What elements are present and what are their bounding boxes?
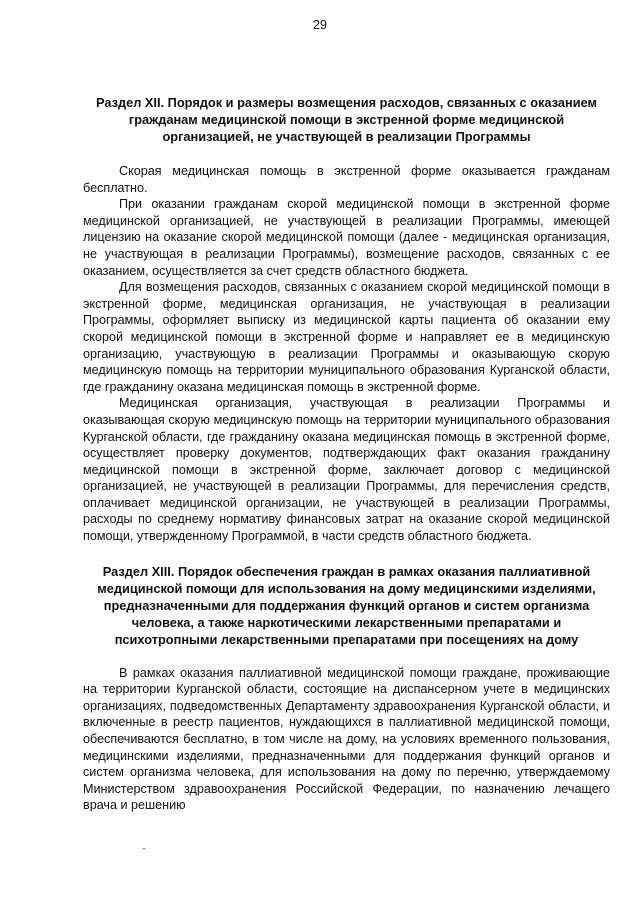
section-12-paragraph: При оказании гражданам скорой медицинской помощи в экстренной форме медицинской организацией, не участвующей в реализации Программы, имеющей лицензию на оказание скорой медицинской помощи (далее - медицинская организация, не участвующая в реализации Программы), возмещение расходов, связанных с ее оказанием, осуществляется за счет средств областного бюджета. xyxy=(83,197,610,278)
section-12-heading: Раздел XII. Порядок и размеры возмещения расходов, связанных с оказанием гражданам медицинской помощи в экстренной форме медицинской организацией, не участвующей в реализации Программы xyxy=(95,95,598,144)
section-13-heading: Раздел XIII. Порядок обеспечения граждан в рамках оказания паллиативной медицинской помощи для использования на дому медицинскими изделиями, предназначенными для поддержания функций органов и систем организма человека, а также наркотическими лекарственными препаратами и психотропными лекарственными препаратами при посещениях на дому xyxy=(97,563,596,647)
page-number: 29 xyxy=(313,18,327,32)
section-13-paragraph: В рамках оказания паллиативной медицинской помощи граждане, проживающие на территории Курганской области, состоящие на диспансерном учете в медицинских организациях, подведомственных Департаменту здравоохранения Курганской области, и включенные в реестр пациентов, нуждающихся в паллиативной медицинской помощи, обеспечиваются бесплатно, в том числе на дому, на условиях временного пользования, медицинскими изделиями, предназначенными для поддержания функций органов и систем организма человека, для использования на дому по перечню, утверждаемому Министерством здравоохранения Российской Федерации, по назначению лечащего врача и решению xyxy=(83,665,610,813)
section-12-paragraph: Скорая медицинская помощь в экстренной форме оказывается гражданам бесплатно. xyxy=(83,164,610,195)
page-content xyxy=(83,94,610,814)
scan-speck xyxy=(143,848,145,849)
section-12-paragraph: Для возмещения расходов, связанных с оказанием скорой медицинской помощи в экстренной форме, медицинская организация, не участвующая в реализации Программы, оформляет выписку из медицинской карты пациента об оказании ему скорой медицинской помощи в экстренной форме и направляет ее в медицинскую организацию, участвующую в реализации Программы и оказывающую скорую медицинскую помощь на территории муниципального образования Курганской области, где гражданину оказана медицинская помощь в экстренной форме. xyxy=(83,280,610,394)
section-12-paragraph: Медицинская организация, участвующая в реализации Программы и оказывающая скорую медицинскую помощь на территории муниципального образования Курганской области, где гражданину оказана медицинская помощь в экстренной форме, осуществляет проверку документов, подтверждающих факт оказания гражданину медицинской помощи в экстренной форме, заключает договор с медицинской организацией, не участвующей в реализации Программы, для перечисления средств, оплачивает медицинской организации, не участвующей в реализации Программы, расходы по среднему нормативу финансовых затрат на оказание скорой медицинской помощи, утвержденному Программой, в части средств областного бюджета. xyxy=(83,396,610,544)
